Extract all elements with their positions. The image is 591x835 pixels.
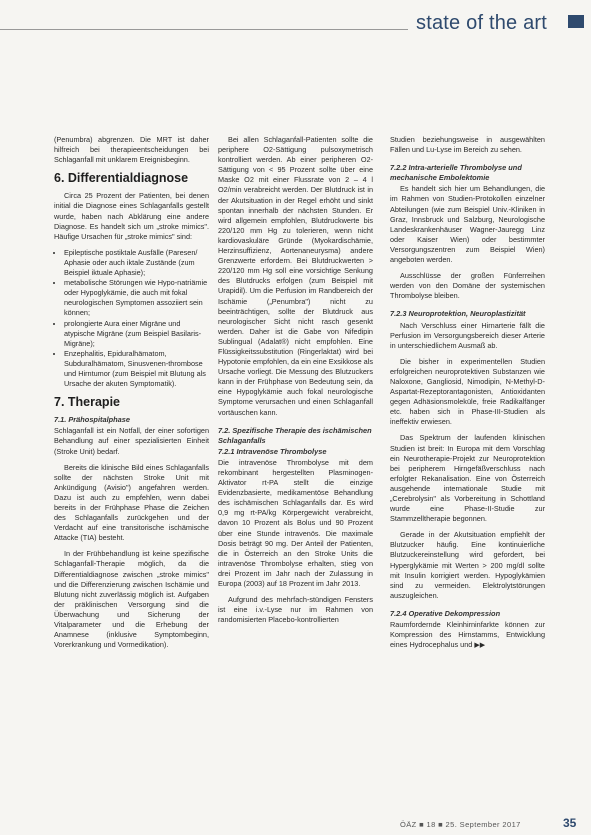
- paragraph: (Penumbra) abgrenzen. Die MRT ist daher hilfreich bei therapieentscheidungen bei Schlaganfall mit unklarem Ereignisbeginn.: [54, 135, 209, 165]
- paragraph: Gerade in der Akutsituation empfiehlt der Blutzucker häufig. Eine kontinuierliche Blutzuckereinstellung wird gefordert, bei Hyperglykämie mit Werten > 200 mg/dl sollte mit Insulin korrigiert werden. Hypoglykämien sind zu vermeiden. Elektrolytstörungen auszugleichen.: [390, 530, 545, 600]
- bullet-list: [54, 248, 209, 389]
- section-title: state of the art: [416, 12, 548, 34]
- column-right: [390, 135, 545, 657]
- list-item: • Enzephalitis, Epiduralhämatom, Subduralhämatom, Sinusvenen-thrombose und Hirntumor (zum Beispiel mit Blutung als Ursache der akuten Symptomatik).: [64, 349, 209, 389]
- subheading-7-2-3: 7.2.3 Neuroprotektion, Neuroplastizität: [390, 309, 526, 319]
- heading-therapie: 7. Therapie: [54, 395, 120, 410]
- subheading-7-2-4: 7.2.4 Operative Dekompression: [390, 608, 501, 618]
- continue-arrow-icon: ▶▶: [474, 642, 486, 650]
- heading-differentialdiagnose: 6. Differentialdiagnose: [54, 171, 189, 186]
- paragraph: Nach Verschluss einer Hirnarterie fällt die Perfusion im Versorgungsbereich dieser Arterie in unterschiedlichem Ausmaß ab.: [390, 320, 545, 350]
- column-left: [54, 135, 209, 656]
- list-item: • metabolische Störungen wie Hypo-natriämie oder Hypoglykämie, die auch mit fokal neurologischen Symptomen assoziiert sein können;: [64, 278, 209, 318]
- paragraph: Das Spektrum der laufenden klinischen Studien ist breit: In Europa mit dem Vorschlag ein Neurotherapie-Projekt zur Neuroprotektion bei peripherem Hirngefäßverschluss nach erfolgter Rekanalisation. Eine von Österreich ausgehende internationale Studie mit „Cerebrolysin" als Vorbereitung in Schottland wurde eine Phase-II-Studie zur Stammzelltherapie begonnen.: [390, 433, 545, 524]
- paragraph-continued: [390, 620, 545, 651]
- subheading-7-2: 7.2. Spezifische Therapie des ischämischen Schlaganfalls: [218, 425, 372, 445]
- page-header: [0, 0, 591, 44]
- column-middle: [218, 135, 373, 631]
- header-rule: [0, 29, 408, 30]
- paragraph: Bereits die klinische Bild eines Schlaganfalls sollte der nächsten Stroke Unit mit Ankündigung (Avisio") angefahren werden. Dazu ist auch zu empfehlen, wenn dabei bereits in der Frühphase Phase die Zeichen des Schlaganfalls zurückgehen und der Verdacht auf eine transitorische ischämische Attacke (TIA) besteht.: [54, 462, 209, 543]
- paragraph: Ausschlüsse der großen Fünferreihen werden von den Domäne der systemischen Thrombolyse bleiben.: [390, 271, 545, 301]
- list-item: • Epileptische postiktale Ausfälle (Paresen/ Aphasie oder auch iktale Zustände (zum Beispiel iktuale Aphasie);: [64, 248, 209, 278]
- paragraph: Bei allen Schlaganfall-Patienten sollte die periphere O2-Sättigung pulsoxymetrisch kontrolliert werden. Ab einer peripheren O2-Sättigung von < 95 Prozent sollte über eine Maske O2 mit einer Flussrate von 2 – 4 l O2/min verabreicht werden. Der Blutdruck ist in der Akutsituation in der Regel erhöht und sinkt spontan innerhalb der nächsten Stunden. Er wird allgemein empfohlen, Blutdruckwerte bis 220/120 mm Hg zu tolerieren, wenn nicht kardiovaskuläre Gründe (Myokardischämie, Herzinsuffizienz, Aortenaneurysma) andere Grenzwerte erfordern. Bei Blutdruckwerten > 220/120 mm Hg soll eine vorsichtige Senkung des Blutdrucks erfolgen (zum Beispiel mit Urapidil). Um die Perfusion im Randbereich der Ischämie („Penumbra") nicht zu beeinträchtigen, sollte der Blutdruck aus neurologischer Sicht nicht rasch gesenkt werden. Daher ist die Gabe von Nifedipin Sublingual (Adalat®) nicht empfohlen. Eine Flüssigkeitssubstitution (Ringerlaktat) wird bei Hypotonie empfohlen, da ein eine Exsikkose als Ursache vorliegt. Die Messung des Blutzuckers kann in der Frühphase von Bedeutung sein, da eine Hypoglykämie auch fokal neurologische Symptome verursachen und einen Schlaganfall vortäuschen kann.: [218, 135, 373, 417]
- page-number: 35: [563, 816, 577, 830]
- paragraph: Circa 25 Prozent der Patienten, bei denen initial die Diagnose eines Schlaganfalls gestellt wurde, haben nach Abklärung eine andere Diagnose. Es handelt sich um „stroke mimics". Häufige Ursachen für „stroke mimics" sind:: [54, 191, 209, 241]
- header-marker: [568, 15, 584, 28]
- paragraph: Aufgrund des mehrfach-stündigen Fensters ist eine i.v.-Lyse nur im Rahmen von randomisierten Placebo-kontrollierten: [218, 595, 373, 625]
- paragraph-text: Raumfordernde Kleinhirninfarkte können zur Kompression des Hirnstamms, Entwicklung eines Hydrocephalus und: [390, 620, 545, 650]
- footer-issue: ÖÄZ ■ 18 ■ 25. September 2017: [400, 820, 521, 829]
- subheading-7-2-2: 7.2.2 Intra-arterielle Thrombolyse und mechanische Embolektomie: [390, 163, 522, 183]
- paragraph: Die bisher in experimentellen Studien erfolgreichen neuroprotektiven Substanzen wie Naloxone, Gangliosid, Nimodipin, N-Methyl-D-Aspartat-Rezeptorantagonisten, Antioxidanten gegen Adhäsionsmoleküle, freie Radikalfänger etc. haben sich in Phase-III-Studien als ineffektiv erwiesen.: [390, 356, 545, 427]
- subheading-7-2-1: 7.2.1 Intravenöse Thrombolyse: [218, 446, 327, 456]
- paragraph: Schlaganfall ist ein Notfall, der einer sofortigen Behandlung auf einer spezialisierten Einheit (Stroke Unit) bedarf.: [54, 426, 209, 456]
- paragraph: Es handelt sich hier um Behandlungen, die im Rahmen von Studien-Protokollen einzelner Abteilungen (wie zum Beispiel Univ.-Kliniken in Graz, Innsbruck und Salzburg, Neurologische Landeskrankenhäuser Wagner-Jauregg Linz oder Kaiser Wien) oder bestimmter Versorgungszentren zum Beispiel Wien) angeboten werden.: [390, 184, 545, 265]
- list-item: • prolongierte Aura einer Migräne und atypische Migräne (zum Beispiel Basilaris-Migräne);: [64, 319, 209, 349]
- paragraph: In der Frühbehandlung ist keine spezifische Schlaganfall-Therapie möglich, da die Differentialdiagnose zwischen „stroke mimics" und die Differenzierung zwischen Ischämie und Blutung nicht zuverlässig möglich ist. Aufgaben der präklinischen Versorgung sind die Überwachung und Sicherung der Vitalparameter und die Erhebung der Anamnese (inklusive Symptombeginn, Vorerkrankung und Vormedikation).: [54, 549, 209, 650]
- subheading-7-1: 7.1. Prähospitalphase: [54, 415, 130, 425]
- paragraph: Studien beziehungsweise in ausgewählten Fällen und Lu-Lyse im Bereich zu sehen.: [390, 135, 545, 155]
- paragraph: Die intravenöse Thrombolyse mit dem rekombinant hergestellten Plasminogen-Aktivator rt-PA stellt die einzige Evidenzbasierte, medikamentöse Behandlung des ischämischen Schlaganfalls dar. Es wird 0,9 mg rt-PA/kg Körpergewicht verabreicht, davon 10 Prozent als Bolus und 90 Prozent über eine Stunde intravenös. Die maximale Dosis beträgt 90 mg. Der Anteil der Patienten, die in Österreich an den Stroke Units die intravenöse Thrombolyse erhalten, stieg von drei Prozent im Jahr nach der Zulassung in Europa (2003) auf 18 Prozent im Jahr 2013.: [218, 457, 373, 589]
